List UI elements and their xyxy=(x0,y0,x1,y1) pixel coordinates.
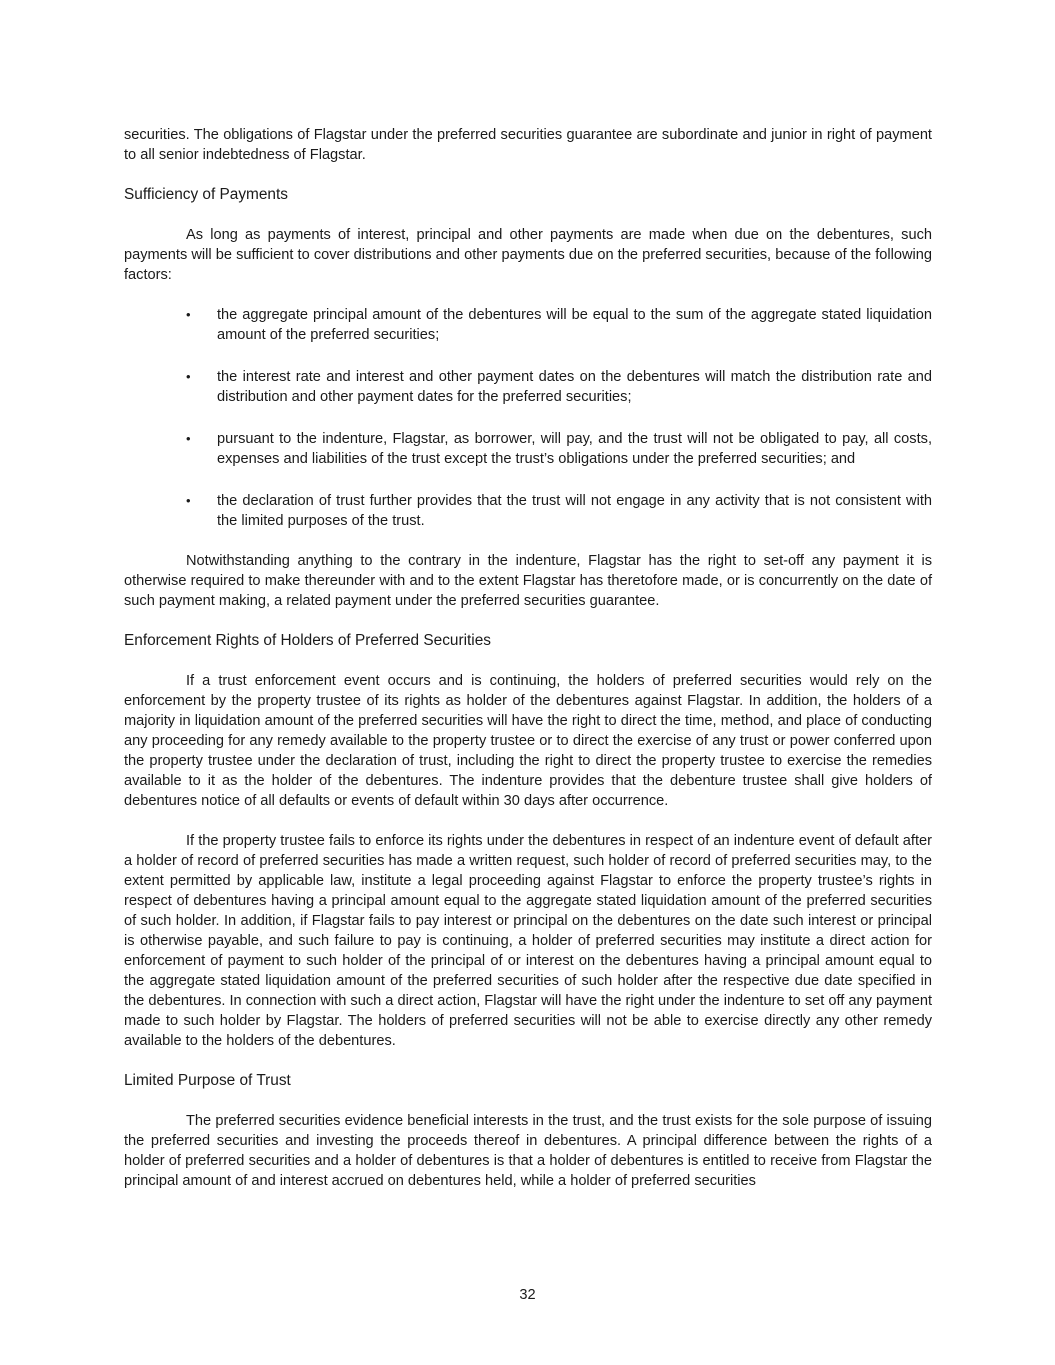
heading-enforcement-rights: Enforcement Rights of Holders of Preferred Securities xyxy=(124,632,491,649)
sufficiency-intro-paragraph: As long as payments of interest, principal and other payments are made when due on the debentures, such payments will be sufficient to cover distributions and other payments due on the preferred securities, because of the following factors: xyxy=(124,227,932,283)
list-item-text: the interest rate and interest and other payment dates on the debentures will match the distribution rate and distribution and other payment dates for the preferred securities; xyxy=(217,369,932,405)
page-number: 32 xyxy=(519,1287,536,1303)
list-item xyxy=(124,491,932,531)
heading-sufficiency-of-payments: Sufficiency of Payments xyxy=(124,186,288,203)
list-item-text: the declaration of trust further provides that the trust will not engage in any activity that is not consistent with the limited purposes of the trust. xyxy=(217,493,932,529)
limited-purpose-paragraph-1: The preferred securities evidence beneficial interests in the trust, and the trust exists for the sole purpose of issuing the preferred securities and investing the proceeds thereof in debentures. A principal difference between the rights of a holder of preferred securities and a holder of debentures is that a holder of debentures is entitled to receive from Flagstar the principal amount of and interest accrued on debentures held, while a holder of preferred securities xyxy=(124,1113,932,1189)
sufficiency-factors-list xyxy=(124,305,932,531)
document-page xyxy=(124,125,932,1191)
list-item xyxy=(124,305,932,345)
bullet-icon: • xyxy=(186,307,191,322)
bullet-icon: • xyxy=(186,431,191,446)
opening-paragraph: securities. The obligations of Flagstar under the preferred securities guarantee are subordinate and junior in right of payment to all senior indebtedness of Flagstar. xyxy=(124,127,932,163)
enforcement-paragraph-1: If a trust enforcement event occurs and is continuing, the holders of preferred securities would rely on the enforcement by the property trustee of its rights as holder of the debentures against Flagstar. In addition, the holders of a majority in liquidation amount of the preferred securities will have the right to direct the time, method, and place of conducting any proceeding for any remedy available to the property trustee or to direct the exercise of any trust or power conferred upon the property trustee under the declaration of trust, including the right to direct the property trustee to exercise the remedies available to it as the holder of the debentures. The indenture provides that the debenture trustee shall give holders of debentures notice of all defaults or events of default within 30 days after occurrence. xyxy=(124,673,932,809)
bullet-icon: • xyxy=(186,369,191,384)
list-item-text: the aggregate principal amount of the debentures will be equal to the sum of the aggregate stated liquidation amount of the preferred securities; xyxy=(217,307,932,343)
heading-limited-purpose-of-trust: Limited Purpose of Trust xyxy=(124,1072,291,1089)
list-item xyxy=(124,429,932,469)
list-item xyxy=(124,367,932,407)
enforcement-paragraph-2: If the property trustee fails to enforce its rights under the debentures in respect of an indenture event of default after a holder of record of preferred securities has made a written request, such holder of record of preferred securities may, to the extent permitted by applicable law, institute a legal proceeding against Flagstar to enforce the property trustee’s rights in respect of debentures having a principal amount equal to the aggregate stated liquidation amount of the preferred securities of such holder. In addition, if Flagstar fails to pay interest or principal on the debentures on the date such interest or principal is otherwise payable, and such failure to pay is continuing, a holder of preferred securities may institute a direct action for enforcement of payment to such holder of the principal of or interest on the debentures having a principal amount equal to the aggregate stated liquidation amount of the preferred securities of such holder after the respective due date specified in the debentures. In connection with such a direct action, Flagstar will have the right under the indenture to set off any payment made to such holder by Flagstar. The holders of preferred securities will not be able to exercise directly any other remedy available to the holders of the debentures. xyxy=(124,833,932,1049)
bullet-icon: • xyxy=(186,493,191,508)
sufficiency-setoff-paragraph: Notwithstanding anything to the contrary in the indenture, Flagstar has the right to set-off any payment it is otherwise required to make thereunder with and to the extent Flagstar has theretofore made, or is concurrently on the date of such payment making, a related payment under the preferred securities guarantee. xyxy=(124,553,932,609)
list-item-text: pursuant to the indenture, Flagstar, as borrower, will pay, and the trust will not be obligated to pay, all costs, expenses and liabilities of the trust except the trust’s obligations under the preferred securities; and xyxy=(217,431,932,467)
